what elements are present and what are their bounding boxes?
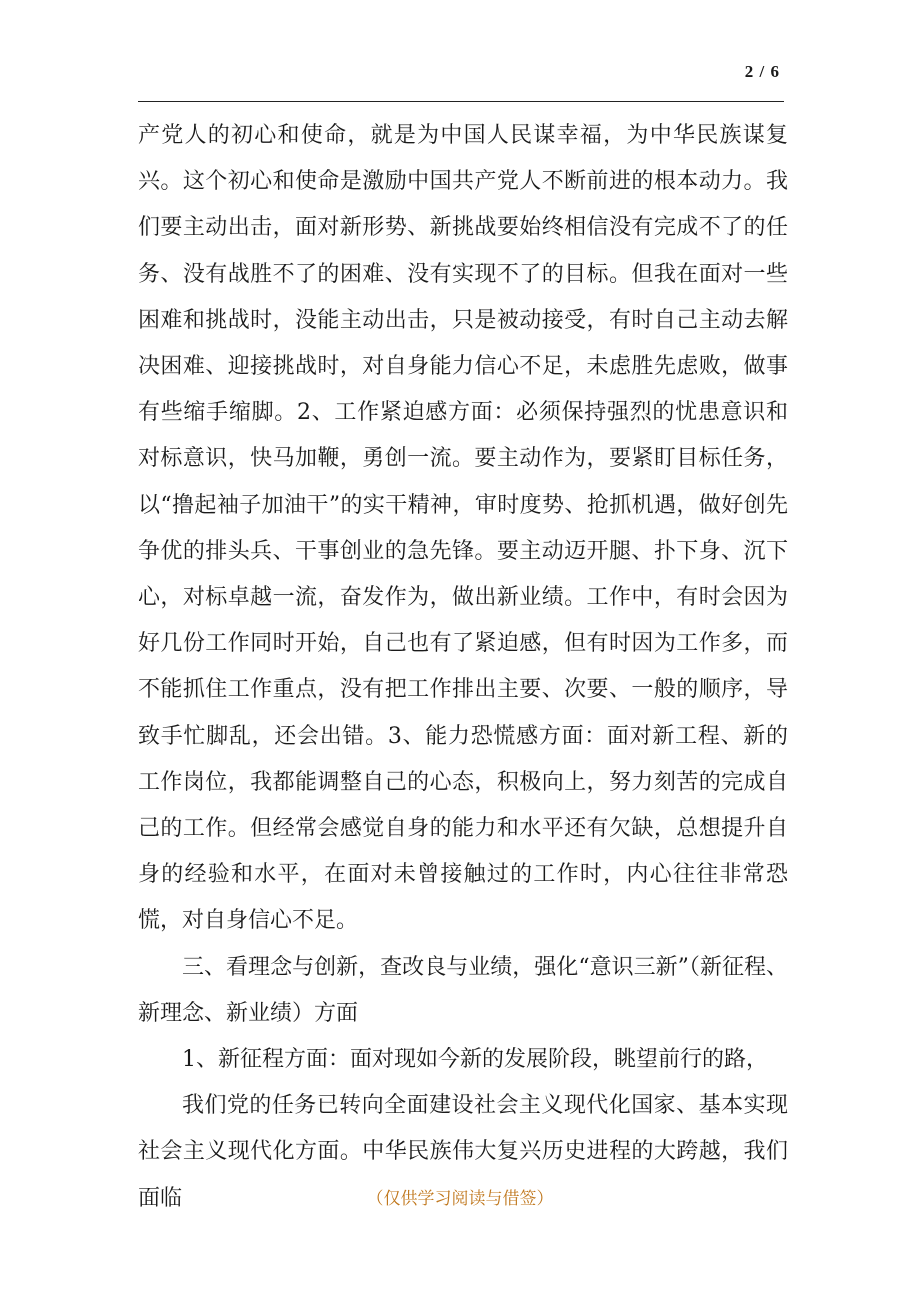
footer-note: （仅供学习阅读与借签） [366, 1189, 554, 1209]
paragraph-section-three-heading: 三、看理念与创新，查改良与业绩，强化“意识三新”（新征程、新理念、新业绩）方面 [138, 954, 788, 1026]
paragraph-continuation: 产党人的初心和使命，就是为中国人民谋幸福，为中华民族谋复兴。这个初心和使命是激励中国共产党人不断前进的根本动力。我们要主动出击，面对新形势、新挑战要始终相信没有完成不了的任务、没有战胜不了的困难、没有实现不了的目标。但我在面对一些困难和挑战时，没能主动出击，只是被动接受，有时自己主动去解决困难、迎接挑战时，对自身能力信心不足，未虑胜先虑败，做事有些缩手缩脚。2、工作紧迫感方面：必须保持强烈的忧患意识和对标意识，快马加鞭，勇创一流。要主动作为，要紧盯目标任务，以“撸起袖子加油干”的实干精神，审时度势、抢抓机遇，做好创先争优的排头兵、干事创业的急先锋。要主动迈开腿、扑下身、沉下心，对标卓越一流，奋发作为，做出新业绩。工作中，有时会因为好几份工作同时开始，自己也有了紧迫感，但有时因为工作多，而不能抓住工作重点，没有把工作排出主要、次要、一般的顺序，导致手忙脚乱，还会出错。3、能力恐慌感方面：面对新工程、新的工作岗位，我都能调整自己的心态，积极向上，努力刻苦的完成自己的工作。但经常会感觉自身的能力和水平还有欠缺，总想提升自身的经验和水平，在面对未曾接触过的工作时，内心往往非常恐慌，对自身信心不足。 [138, 123, 788, 934]
page-number: 2 / 6 [744, 62, 780, 81]
paragraph-new-journey: 1、新征程方面：面对现如今新的发展阶段，眺望前行的路， [182, 1047, 768, 1073]
paragraph-party-task: 我们党的任务已转向全面建设社会主义现代化国家、基本实现社会主义现代化方面。中华民族伟大复兴历史进程的大跨越，我们面临 [138, 1093, 788, 1211]
header-divider [138, 101, 784, 102]
document-body [138, 113, 788, 1222]
